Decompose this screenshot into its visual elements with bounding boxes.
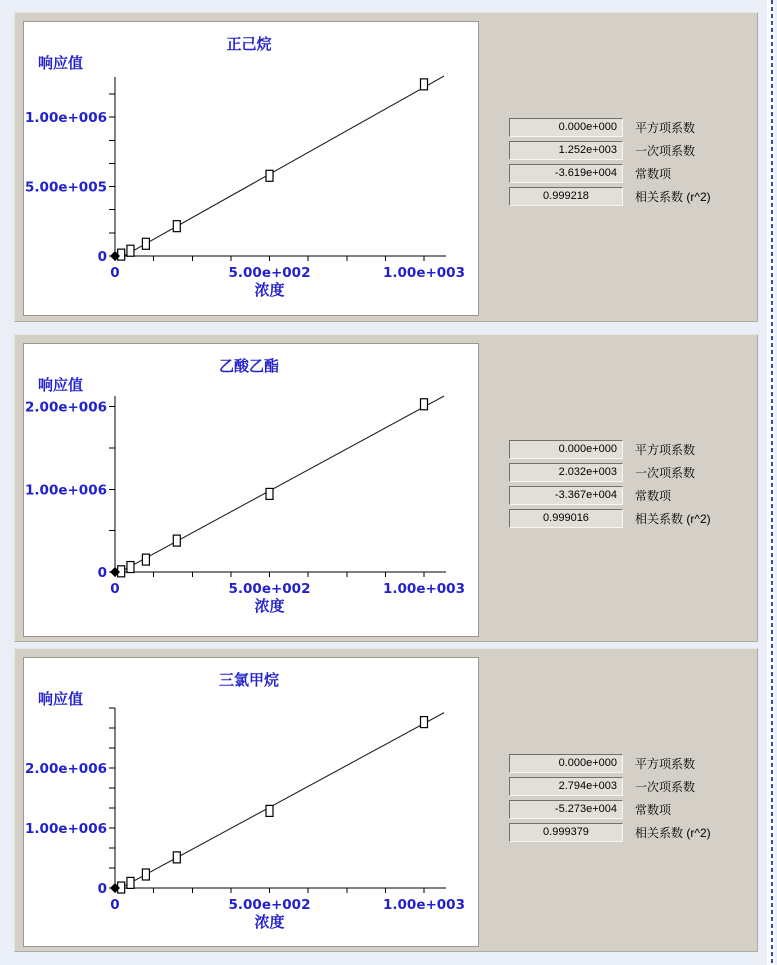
r-squared-label: 相关系数 (r^2): [635, 826, 711, 840]
field-row: [509, 823, 711, 842]
r-squared-label: 相关系数 (r^2): [635, 190, 711, 204]
quadratic-coeff-label: 平方项系数: [635, 757, 696, 771]
quadratic-coeff-field[interactable]: 0.000e+000: [509, 754, 623, 773]
constant-term-field[interactable]: -3.367e+004: [509, 486, 623, 505]
field-row: [509, 164, 711, 183]
r-squared-label: 相关系数 (r^2): [635, 512, 711, 526]
svg-text:1.00e+003: 1.00e+003: [383, 897, 465, 913]
svg-text:1.00e+003: 1.00e+003: [383, 265, 465, 281]
chart-area-chloroform: [23, 657, 479, 947]
svg-text:1.00e+006: 1.00e+006: [25, 821, 107, 837]
field-row: [509, 509, 711, 528]
field-row: [509, 141, 711, 160]
constant-term-field[interactable]: -5.273e+004: [509, 800, 623, 819]
constant-term-label: 常数项: [635, 803, 672, 817]
svg-text:2.00e+006: 2.00e+006: [25, 761, 107, 777]
calibration-panel-hexane: [14, 12, 758, 322]
linear-coeff-label: 一次项系数: [635, 466, 696, 480]
svg-text:0: 0: [110, 897, 120, 913]
svg-text:浓度: 浓度: [254, 597, 285, 615]
linear-coeff-field[interactable]: 1.252e+003: [509, 141, 623, 160]
coefficient-fields-chloroform: [509, 754, 711, 846]
r-squared-field[interactable]: 0.999218: [509, 187, 623, 206]
field-row: [509, 777, 711, 796]
field-row: [509, 754, 711, 773]
svg-text:2.00e+006: 2.00e+006: [25, 399, 107, 416]
chart-area-hexane: [23, 21, 479, 316]
svg-text:0: 0: [97, 249, 107, 265]
svg-text:1.00e+006: 1.00e+006: [25, 482, 107, 499]
quadratic-coeff-field[interactable]: 0.000e+000: [509, 118, 623, 137]
field-row: [509, 800, 711, 819]
calibration-chart-chloroform: [24, 658, 478, 946]
linear-coeff-field[interactable]: 2.032e+003: [509, 463, 623, 482]
selection-dashed-border: [771, 0, 773, 965]
svg-text:正己烷: 正己烷: [226, 35, 272, 53]
svg-text:浓度: 浓度: [254, 281, 285, 299]
calibration-chart-ethyl-acetate: [24, 344, 478, 636]
svg-text:1.00e+006: 1.00e+006: [25, 110, 107, 127]
constant-term-label: 常数项: [635, 489, 672, 503]
linear-coeff-label: 一次项系数: [635, 144, 696, 158]
svg-text:5.00e+002: 5.00e+002: [228, 581, 311, 597]
svg-text:5.00e+002: 5.00e+002: [228, 265, 311, 281]
svg-text:响应值: 响应值: [38, 690, 84, 708]
r-squared-field[interactable]: 0.999379: [509, 823, 623, 842]
quadratic-coeff-label: 平方项系数: [635, 443, 696, 457]
calibration-panel-ethyl-acetate: [14, 334, 758, 642]
chart-area-ethyl-acetate: [23, 343, 479, 637]
constant-term-label: 常数项: [635, 167, 672, 181]
linear-coeff-label: 一次项系数: [635, 780, 696, 794]
calibration-panel-chloroform: [14, 648, 758, 952]
field-row: [509, 463, 711, 482]
svg-text:0: 0: [97, 565, 107, 581]
svg-text:响应值: 响应值: [38, 376, 84, 394]
constant-term-field[interactable]: -3.619e+004: [509, 164, 623, 183]
r-squared-field[interactable]: 0.999016: [509, 509, 623, 528]
field-row: [509, 440, 711, 459]
svg-text:浓度: 浓度: [254, 913, 285, 931]
quadratic-coeff-field[interactable]: 0.000e+000: [509, 440, 623, 459]
svg-text:5.00e+005: 5.00e+005: [25, 179, 107, 196]
coefficient-fields-hexane: [509, 118, 711, 210]
calibration-chart-hexane: [24, 22, 478, 315]
svg-text:0: 0: [97, 881, 107, 897]
field-row: [509, 486, 711, 505]
svg-text:5.00e+002: 5.00e+002: [228, 897, 311, 913]
field-row: [509, 187, 711, 206]
linear-coeff-field[interactable]: 2.794e+003: [509, 777, 623, 796]
svg-text:1.00e+003: 1.00e+003: [383, 581, 465, 597]
svg-text:响应值: 响应值: [38, 54, 84, 72]
svg-text:0: 0: [110, 581, 120, 597]
coefficient-fields-ethyl-acetate: [509, 440, 711, 532]
quadratic-coeff-label: 平方项系数: [635, 121, 696, 135]
svg-text:0: 0: [110, 265, 120, 281]
svg-text:乙酸乙酯: 乙酸乙酯: [218, 357, 280, 375]
svg-text:三氯甲烷: 三氯甲烷: [218, 671, 280, 689]
field-row: [509, 118, 711, 137]
